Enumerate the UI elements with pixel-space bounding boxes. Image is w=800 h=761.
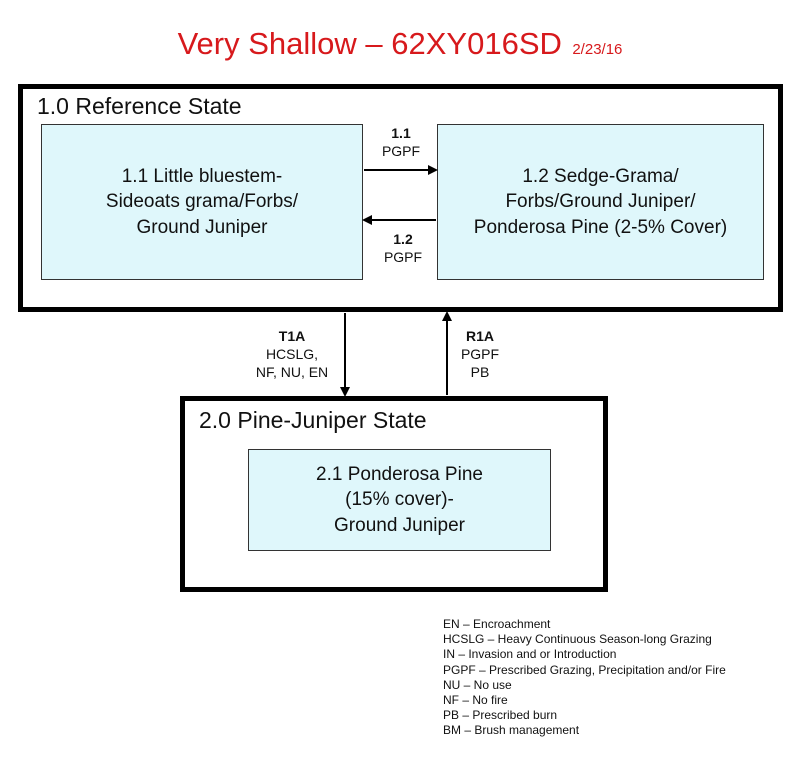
pathway-1-1-desc: PGPF xyxy=(381,143,421,160)
restoration-r1a-line2: PB xyxy=(470,364,490,381)
legend xyxy=(443,617,726,739)
community-2-1-line3: Ground Juniper xyxy=(334,514,465,536)
legend-item: PGPF – Prescribed Grazing, Precipitation and/or Fire xyxy=(443,662,726,677)
pine-juniper-state-label: 2.0 Pine-Juniper State xyxy=(199,407,427,433)
legend-item: IN – Invasion and or Introduction xyxy=(443,647,617,662)
transition-t1a-code: T1A xyxy=(278,328,306,344)
community-1-2 xyxy=(437,124,764,280)
pathway-1-2-label xyxy=(374,230,432,266)
community-2-1 xyxy=(248,449,551,551)
legend-item: NF – No fire xyxy=(443,693,508,708)
title-text: Very Shallow – 62XY016SD xyxy=(177,26,562,61)
pathway-1-2-code: 1.2 xyxy=(393,231,413,247)
legend-item: HCSLG – Heavy Continuous Season-long Grazing xyxy=(443,632,712,647)
community-1-2-line3: Ponderosa Pine (2-5% Cover) xyxy=(473,216,728,238)
legend-item: BM – Brush management xyxy=(443,723,580,738)
community-1-1-line2: Sideoats grama/Forbs/ xyxy=(105,191,299,213)
community-1-1-line1: 1.1 Little bluestem- xyxy=(121,166,283,188)
restoration-r1a-code: R1A xyxy=(465,328,494,344)
community-1-1-line3: Ground Juniper xyxy=(136,216,268,238)
diagram-title xyxy=(0,26,800,62)
community-1-2-line1: 1.2 Sedge-Grama/ xyxy=(522,166,679,188)
community-1-1 xyxy=(41,124,363,280)
pathway-1-2-desc: PGPF xyxy=(383,249,423,266)
legend-item: EN – Encroachment xyxy=(443,617,551,631)
community-2-1-line1: 2.1 Ponderosa Pine xyxy=(316,464,483,486)
legend-item: PB – Prescribed burn xyxy=(443,708,558,723)
legend-item: NU – No use xyxy=(443,677,512,692)
community-2-1-line2: (15% cover)- xyxy=(345,489,454,511)
transition-t1a-line2: NF, NU, EN xyxy=(255,364,329,381)
reference-state-label: 1.0 Reference State xyxy=(37,93,242,119)
title-date: 2/23/16 xyxy=(572,41,623,58)
pathway-1-1-code: 1.1 xyxy=(391,125,411,141)
restoration-r1a-label xyxy=(452,327,508,382)
transition-t1a-label xyxy=(244,327,340,382)
restoration-r1a-line1: PGPF xyxy=(460,346,500,363)
transition-t1a-line1: HCSLG, xyxy=(265,346,319,363)
community-1-2-line2: Forbs/Ground Juniper/ xyxy=(505,191,696,213)
pathway-1-1-label xyxy=(372,124,430,160)
